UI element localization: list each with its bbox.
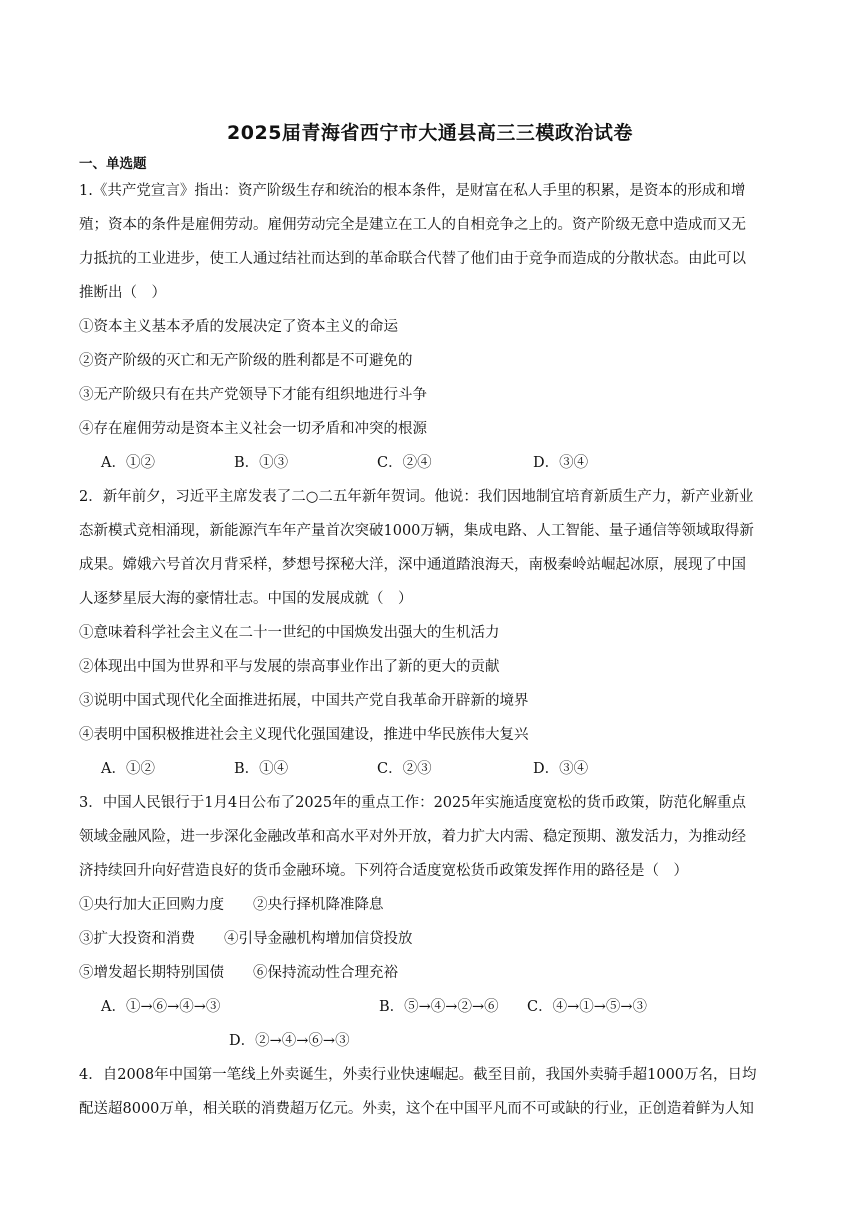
answer-options <box>79 990 791 1024</box>
question-stem-line: 殖；资本的条件是雇佣劳动。雇佣劳动完全是建立在工人的自相竞争之上的。资产阶级无意中造成而又无 <box>79 217 746 233</box>
statement-item: ③扩大投资和消费 ④引导金融机构增加信贷投放 <box>79 931 413 947</box>
statement-item: ④表明中国积极推进社会主义现代化强国建设，推进中华民族伟大复兴 <box>79 727 529 743</box>
question-stem-line: 态新模式竞相涌现，新能源汽车年产量首次突破1000万辆，集成电路、人工智能、量子通信等领域取得新 <box>79 523 754 539</box>
statement-item: ①央行加大正回购力度 ②央行择机降准降息 <box>79 897 384 913</box>
question-stem-line: 4．自2008年中国第一笔线上外卖诞生，外卖行业快速崛起。截至目前，我国外卖骑手超1000万名，日均 <box>79 1067 757 1083</box>
statement-item: ②体现出中国为世界和平与发展的崇高事业作出了新的更大的贡献 <box>79 659 500 675</box>
answer-options <box>79 752 791 786</box>
statement-item: ①资本主义基本矛盾的发展决定了资本主义的命运 <box>79 319 398 335</box>
question-2 <box>79 480 791 786</box>
question-stem-line: 领域金融风险，进一步深化金融改革和高水平对外开放，着力扩大内需、稳定预期、激发活力，为推动经 <box>79 829 746 845</box>
statement-item: ⑤增发超长期特别国债 ⑥保持流动性合理充裕 <box>79 965 398 981</box>
question-4 <box>79 1058 791 1126</box>
section-heading: 一、单选题 <box>79 156 147 172</box>
option-c: C．②③ <box>377 761 432 777</box>
question-stem-line: 2．新年前夕，习近平主席发表了二○二五年新年贺词。他说：我们因地制宜培育新质生产力，新产业新业 <box>79 489 754 505</box>
statement-item: ④存在雇佣劳动是资本主义社会一切矛盾和冲突的根源 <box>79 421 427 437</box>
question-stem-line: 力抵抗的工业进步，使工人通过结社而达到的革命联合代替了他们由于竞争而造成的分散状态。由此可以 <box>79 251 746 267</box>
option-a: A．①→⑥→④→③ <box>101 999 221 1015</box>
answer-options <box>79 446 791 480</box>
question-stem-line: 人逐梦星辰大海的豪情壮志。中国的发展成就（ ） <box>79 591 413 607</box>
question-stem-line: 济持续回升向好营造良好的货币金融环境。下列符合适度宽松货币政策发挥作用的路径是（ ） <box>79 863 688 879</box>
question-stem-line: 配送超8000万单，相关联的消费超万亿元。外卖，这个在中国平凡而不可或缺的行业，正创造着鲜为人知 <box>79 1101 754 1117</box>
answer-options-continued <box>79 1024 791 1058</box>
option-a: A．①② <box>101 455 155 471</box>
statement-item: ③说明中国式现代化全面推进拓展，中国共产党自我革命开辟新的境界 <box>79 693 529 709</box>
question-1 <box>79 174 791 480</box>
option-b: B．①④ <box>234 761 289 777</box>
option-d: D．②→④→⑥→③ <box>229 1033 350 1049</box>
question-list <box>79 174 791 1126</box>
option-d: D．③④ <box>533 761 589 777</box>
option-a: A．①② <box>101 761 155 777</box>
question-stem-line: 推断出（ ） <box>79 285 166 301</box>
question-stem-line: 成果。嫦娥六号首次月背采样，梦想号探秘大洋，深中通道踏浪海天，南极秦岭站崛起冰原，展现了中国 <box>79 557 746 573</box>
document-title: 2025届青海省西宁市大通县高三三模政治试卷 <box>227 122 633 144</box>
option-b: B．①③ <box>234 455 289 471</box>
question-3 <box>79 786 791 1058</box>
statement-item: ③无产阶级只有在共产党领导下才能有组织地进行斗争 <box>79 387 427 403</box>
question-stem-line: 1.《共产党宣言》指出：资产阶级生存和统治的根本条件，是财富在私人手里的积累，是资本的形成和增 <box>79 183 746 199</box>
statement-item: ①意味着科学社会主义在二十一世纪的中国焕发出强大的生机活力 <box>79 625 500 641</box>
statement-item: ②资产阶级的灭亡和无产阶级的胜利都是不可避免的 <box>79 353 413 369</box>
option-c: C．④→①→⑤→③ <box>527 999 648 1015</box>
question-stem-line: 3．中国人民银行于1月4日公布了2025年的重点工作：2025年实施适度宽松的货币政策，防范化解重点 <box>79 795 746 811</box>
option-d: D．③④ <box>533 455 589 471</box>
option-b: B．⑤→④→②→⑥ <box>379 999 499 1015</box>
option-c: C．②④ <box>377 455 432 471</box>
